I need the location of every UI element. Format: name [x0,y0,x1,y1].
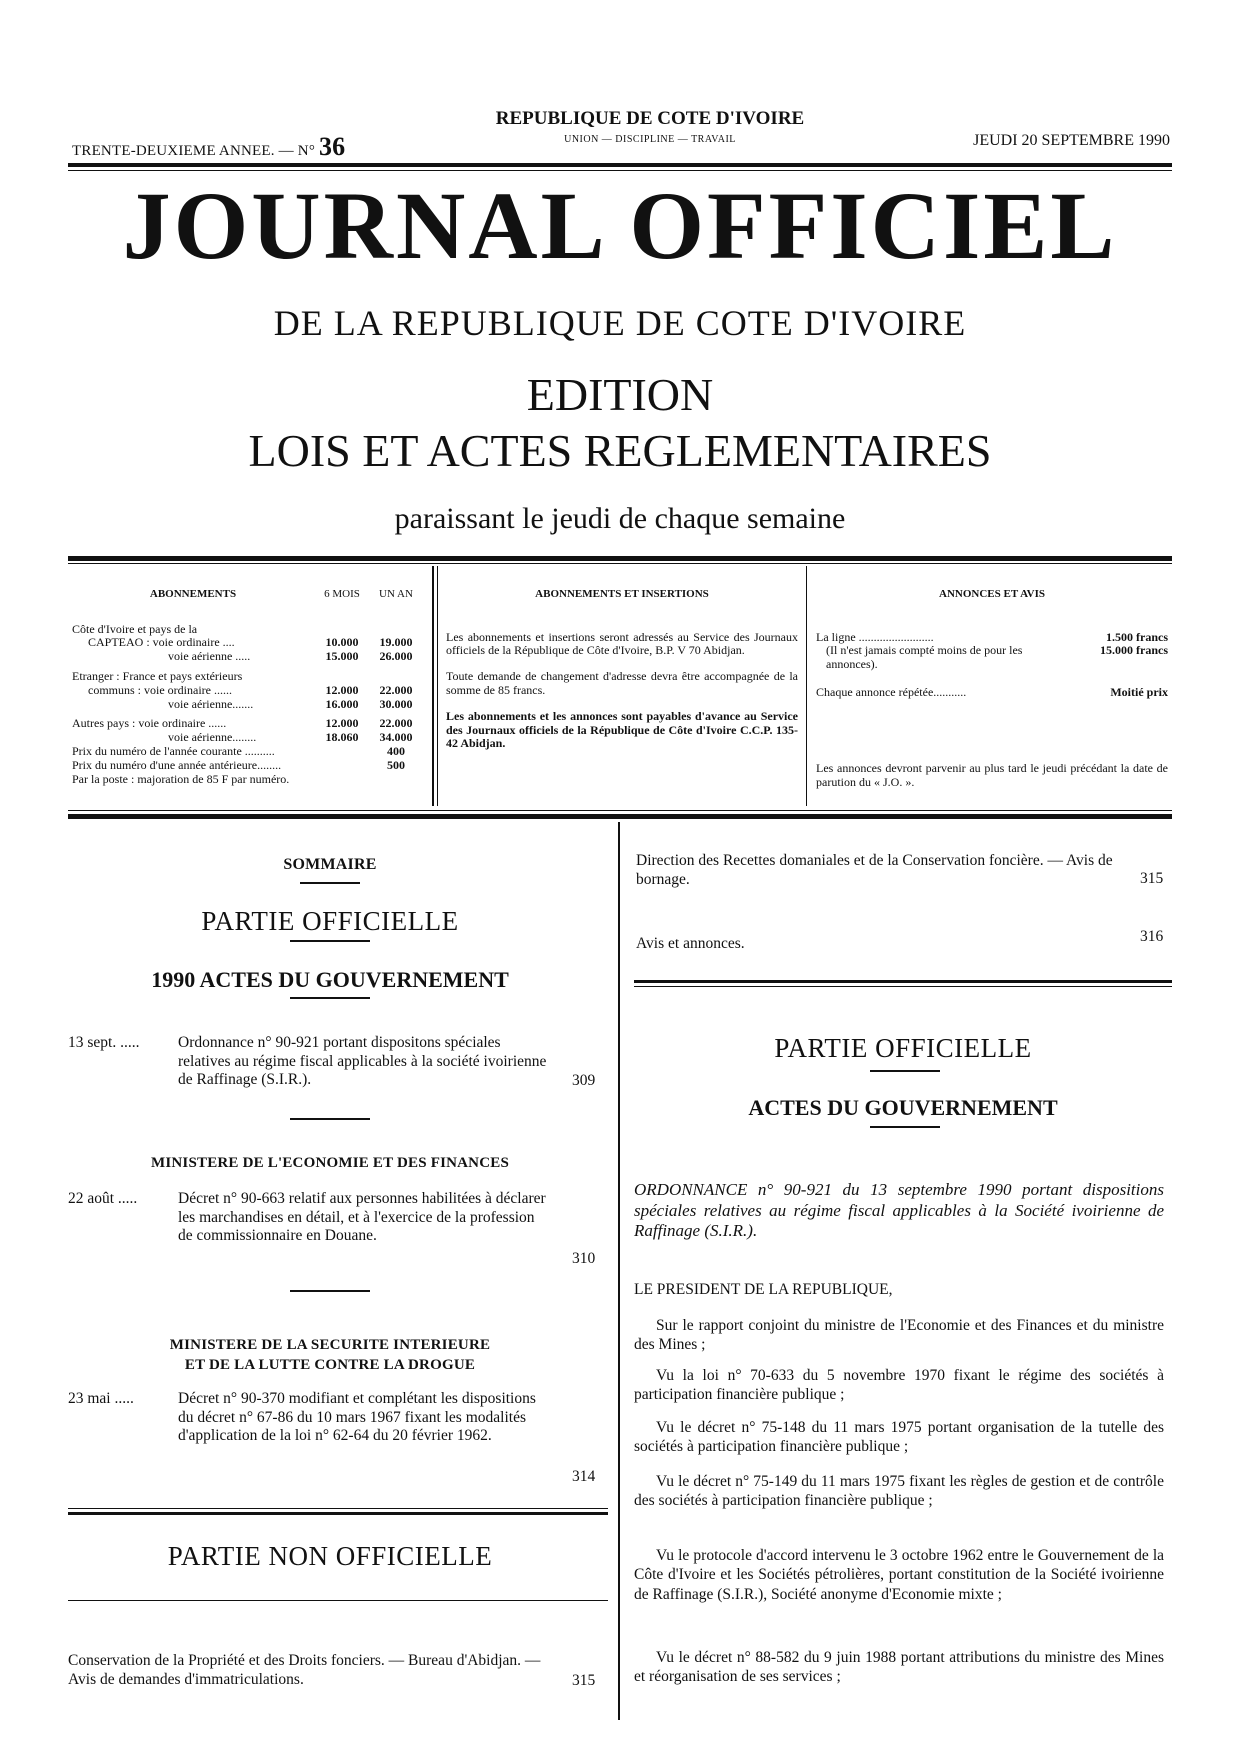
sommaire-heading: SOMMAIRE [283,856,377,873]
rule [634,980,1172,983]
row-label: Par la poste : majoration de 85 F par numéro. [72,771,290,786]
info-divider-2 [806,566,807,806]
row-6m: 16.000 [325,696,359,711]
row-1y: 500 [387,757,405,772]
subscription-row [72,636,422,650]
ministry-heading-1: MINISTERE DE LA SECURITE INTERIEURE [169,1337,491,1353]
rule [634,986,1172,987]
partie-officielle-heading: PARTIE OFFICIELLE [774,1033,1032,1063]
journal-subtitle: DE LA REPUBLIQUE DE COTE D'IVOIRE [273,303,967,343]
subscription-row [72,698,422,712]
row-1y: 34.000 [379,730,413,745]
ads-box [816,570,1168,814]
journal-title: JOURNAL OFFICIEL [122,172,1118,279]
row-1y: 22.000 [379,716,413,731]
rule [290,1118,370,1120]
row-6m: 12.000 [325,682,359,697]
partie-non-officielle-heading: PARTIE NON OFFICIELLE [167,1541,493,1571]
paragraph: Vu le décret n° 88-582 du 9 juin 1988 portant attributions du ministre des Mines et réorganisation de ses services ; [634,1649,1164,1686]
row-1y: 400 [387,744,405,759]
row-label: Etranger : France et pays extérieurs [72,669,243,684]
ministry-heading: MINISTERE DE L'ECONOMIE ET DES FINANCES [150,1155,509,1171]
entry-text: Décret n° 90-370 modifiant et complétant les dispositions du décret n° 67-86 du 10 mars 1967 fixant les modalités d'application de la loi n° 62-64 du 20 février 1962. [178,1390,536,1445]
row-label: Autres pays : voie ordinaire ...... [72,716,227,731]
row-label: Côte d'Ivoire et pays de la [72,621,198,636]
ads-repeat: Chaque annonce répétée........... Moitié prix [816,685,1168,700]
actes-gouvernement-heading: 1990 ACTES DU GOUVERNEMENT [151,967,509,992]
subscription-row [72,717,422,731]
paragraph: Vu le protocole d'accord intervenu le 3 octobre 1962 entre le Gouvernement de la Côte d'Ivoire et les Sociétés pétrolières, portant constitution de la Société ivoirienne de Raffinage (S.I.R.), Société anonyme d'Economie mixte ; [634,1547,1164,1603]
entry-text: Décret n° 90-663 relatif aux personnes habilitées à déclarer les marchandises en détail, et à l'exercice de la profession de commissionnaire en Douane. [178,1190,546,1245]
paragraph: Vu le décret n° 75-149 du 11 mars 1975 fixant les règles de gestion et de contrôle des sociétés à participation financière publique ; [634,1473,1164,1510]
row-6m [314,773,370,787]
row-1y [370,773,422,787]
row-6m: 12.000 [325,716,359,731]
ministry-heading-2: ET DE LA LUTTE CONTRE LA DROGUE [184,1357,476,1373]
edition-label: EDITION [526,369,714,420]
entry-text: Avis et annonces. [636,935,745,952]
ads-minimum: (Il n'est jamais compté moins de pour les annonces). 15.000 francs [826,643,1168,672]
paragraph: Sur le rapport conjoint du ministre de l'Economie et des Finances et du ministre des Mines ; [634,1317,1164,1354]
periodicity: paraissant le jeudi de chaque semaine [394,502,846,535]
subscriptions-table [72,623,422,787]
row-label: CAPTEAO : voie ordinaire .... [88,635,235,650]
row-6m: 18.060 [325,730,359,745]
ads-line-price: La ligne ......................... 1.500 francs [816,629,1168,644]
entry-page: 315 [572,1672,596,1689]
entry-text: Conservation de la Propriété et des Droits fonciers. — Bureau d'Abidjan. — Avis de demandes d'immatriculations. [68,1652,541,1688]
rule [300,882,360,884]
header-rule-thick [68,163,1172,167]
national-motto: UNION — DISCIPLINE — TRAVAIL [564,134,736,145]
ads-heading: ANNONCES ET AVIS [939,588,1045,600]
info-box-top-rule [68,556,1172,561]
subscription-row [72,745,422,759]
col-1y: UN AN [379,588,413,600]
entry-text: Ordonnance n° 90-921 portant dispositons spéciales relatives au régime fiscal applicables à la société ivoirienne de Raffinage (S.I.R.). [178,1034,547,1089]
issue-line [72,132,345,162]
entry-page: 316 [1140,928,1164,945]
row-6m [314,623,370,637]
president-line: LE PRESIDENT DE LA REPUBLIQUE, [634,1281,893,1298]
insertions-p3: Les abonnements et les annonces sont payables d'avance au Service des Journaux officiels de la République de Côte d'Ivoire C.C.P. 135-42 Abidjan. [446,708,798,751]
row-label: Prix du numéro de l'année courante .......... [72,744,275,759]
ordonnance-title: ORDONNANCE n° 90-921 du 13 septembre 1990 portant dispositions spéciales relatives au régime fiscal applicables à la Société ivoirienne de Raffinage (S.I.R.). [634,1180,1164,1241]
row-1y: 30.000 [379,696,413,711]
entry-text: Direction des Recettes domaniales et de la Conservation foncière. — Avis de bornage. [636,852,1113,888]
row-6m: 10.000 [325,635,359,650]
info-divider-1 [432,566,434,806]
row-6m [314,670,370,684]
subscription-row [72,759,422,773]
entry-date: 13 sept. ..... [68,1034,140,1051]
rule [68,1508,608,1509]
entry-page: 310 [572,1250,596,1267]
row-label: communs : voie ordinaire ...... [88,682,232,697]
subscription-row [72,684,422,698]
col-6m: 6 MOIS [324,588,360,600]
rule [870,1126,940,1128]
entry-page: 315 [1140,870,1164,887]
issue-date: JEUDI 20 SEPTEMBRE 1990 [973,132,1170,149]
rule [290,997,370,999]
rule [68,1512,608,1515]
insertions-box [446,570,798,814]
row-6m [314,759,370,773]
row-label: voie aérienne....... [168,696,254,711]
row-1y: 22.000 [379,682,413,697]
row-6m: 15.000 [325,649,359,664]
subscription-row [72,623,422,637]
subscription-row [72,670,422,684]
subscriptions-box [72,570,422,814]
paragraph: Vu le décret n° 75-148 du 11 mars 1975 portant organisation de la tutelle des sociétés à participation financière publique ; [634,1419,1164,1456]
insertions-p2: Toute demande de changement d'adresse devra être accompagnée de la somme de 85 francs. [446,669,798,698]
insertions-p1: Les abonnements et insertions seront adressés au Service des Journaux officiels de la République de Côte d'Ivoire, B.P. V 70 Abidjan. [446,629,798,658]
issue-number: 36 [318,132,346,161]
paragraph: Vu la loi n° 70-633 du 5 novembre 1970 fixant le régime des sociétés à participation financière publique ; [634,1367,1164,1404]
rule [870,1070,940,1072]
row-6m [314,745,370,759]
info-divider-1b [437,566,438,806]
header-rule-thin [68,170,1172,171]
column-divider [618,822,620,1720]
rule [290,1290,370,1292]
entry-page: 314 [572,1468,596,1485]
info-box-top-rule-thin [68,563,1172,564]
rule [68,1600,608,1601]
info-box-bottom-rule-thin [68,810,1172,811]
row-label: voie aérienne ..... [168,649,251,664]
ads-note: Les annonces devront parvenir au plus tard le jeudi précédant la date de parution du « J.O. ». [816,760,1168,789]
subscription-row [72,731,422,745]
row-label: voie aérienne........ [168,730,257,745]
info-box-bottom-rule [68,814,1172,819]
entry-page: 309 [572,1072,596,1089]
row-1y [370,623,422,637]
edition-name: LOIS ET ACTES REGLEMENTAIRES [248,425,992,476]
row-1y [370,670,422,684]
subscription-row [72,650,422,664]
rule [290,940,370,942]
republic-name: REPUBLIQUE DE COTE D'IVOIRE [495,108,805,129]
republic-header [470,108,830,145]
row-1y: 19.000 [379,635,413,650]
partie-officielle-heading: PARTIE OFFICIELLE [201,906,459,936]
actes-gouvernement-heading: ACTES DU GOUVERNEMENT [748,1095,1058,1120]
row-label: Prix du numéro d'une année antérieure........ [72,757,282,772]
entry-date: 22 août ..... [68,1190,138,1207]
year-issue: TRENTE-DEUXIEME ANNEE. — N° [72,143,316,159]
insertions-heading: ABONNEMENTS ET INSERTIONS [535,588,709,600]
subscriptions-heading: ABONNEMENTS [149,588,237,600]
subscription-row [72,773,422,787]
row-1y: 26.000 [379,649,413,664]
entry-date: 23 mai ..... [68,1390,134,1407]
